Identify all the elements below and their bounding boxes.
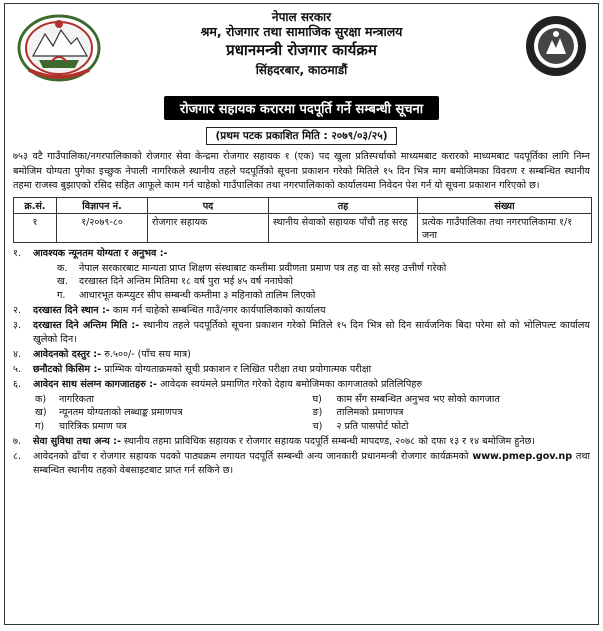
header-government: नेपाल सरकार <box>271 10 332 24</box>
list-item: ८. आवेदनको ढाँचा र रोजगार सहायक पदको पाठ्यक्रम लगायत पदपूर्ति सम्बन्धी अन्य जानकारी प्रधानमन्त्री रोजगार कार्यक्रमको www.pmep.gov.np तथा सम्बन्धित स्थानीय तहको वेबसाइटबाट प्राप्त गर्न सकिने छ। <box>13 451 590 476</box>
published-date: (प्रथम पटक प्रकाशित मिति : २०७९/०३/२५) <box>206 127 396 145</box>
cell-post: रोजगार सहायक <box>148 213 269 242</box>
list-subitem: ख. दरखास्त दिने अन्तिम मितिमा १८ वर्ष पुरा भई ४५ वर्ष ननाघेको <box>57 276 294 288</box>
list-item: ७. सेवा सुविधा तथा अन्य :- स्थानीय तहमा प्राविधिक सहायक र रोजगार सहायक पदपूर्ति सम्बन्धी मापदण्ड, २०७८ को दफा १३ र १४ बमोजिम हुनेछ। <box>13 436 536 448</box>
vacancy-table <box>13 197 592 243</box>
list-item: ३. दरखास्त दिने अन्तिम मिति :- स्थानीय तहले पदपूर्तिको सूचना प्रकाशन गरेको मितिले १५ दिन भित्र सो दिन सार्वजनिक बिदा परेमा सो को भोलिपल्ट कार्यालय खुलेको दिन। <box>13 320 590 345</box>
list-item: ४. आवेदनको दस्तुर :- रु.५००/- (पाँच सय मात्र) <box>13 348 191 360</box>
col-level: तह <box>269 197 418 213</box>
item-title: आवेदनको दस्तुर :- <box>33 348 102 360</box>
website-link[interactable]: www.pmep.gov.np <box>472 451 573 463</box>
notice-page <box>4 3 599 625</box>
notice-banner: रोजगार सहायक करारमा पदपूर्ति गर्ने सम्बन्धी सूचना <box>164 96 439 120</box>
list-item: २. दरखास्त दिने स्थान :- काम गर्न चाहेको सम्बन्धित गाउँ/नगर कार्यपालिकाको कार्यालय <box>13 305 326 317</box>
list-item: ५. छनौटको किसिम :- प्राम्भिक योग्यताक्रमको सूची प्रकाशन र लिखित परीक्षा तथा प्रयोगात्मक परीक्षा <box>13 363 372 375</box>
header-address: सिंहदरबार, काठमाडौं <box>255 63 348 77</box>
program-logo-icon <box>524 14 588 78</box>
item-title: आवश्यक न्यूनतम योग्यता र अनुभव :- <box>33 247 168 259</box>
cell-level: स्थानीय सेवाको सहायक पाँचौ तह सरह <box>269 213 418 242</box>
header-ministry: श्रम, रोजगार तथा सामाजिक सुरक्षा मन्त्रालय <box>200 24 403 39</box>
documents-row: क) नागरिकता घ) काम सँग सम्बन्धित अनुभव भए सोको कागजात <box>35 393 500 405</box>
col-ad-number: विज्ञापन नं. <box>57 197 148 213</box>
item-number: १. <box>13 247 22 259</box>
header-program: प्रधानमन्त्री रोजगार कार्यक्रम <box>226 41 377 59</box>
list-subitem: ग. आधारभूत कम्प्युटर सीप सम्बन्धी कम्तीमा ३ महिनाको तालिम लिएको <box>57 289 316 301</box>
list-item <box>13 247 590 261</box>
col-post: पद <box>148 197 269 213</box>
list-subitem: क. नेपाल सरकारबाट मान्यता प्राप्त शिक्षण संस्थाबाट कम्तीमा प्रवीणता प्रमाण पत्र तह वा सो सरह उत्तीर्ण गरेको <box>57 262 447 274</box>
documents-row: ख) न्यूनतम योग्यताको लब्धाङ्क प्रमाणपत्र ङ) तालिमको प्रमाणपत्र <box>35 407 404 419</box>
intro-paragraph: ७५३ वटै गाउँपालिका/नगरपालिकाको रोजगार सेवा केन्द्रमा रोजगार सहायक १ (एक) पद खुला प्रतिस्पर्धाको माध्यमबाट करारको माध्यमबाट पदपूर्तिका लागि निम्न बमोजिम योग्यता पुगेका इच्छुक नेपाली नागरिकले स्थानीय तहले पदपूर्तिको सूचना प्रकाशन गरेको मितिले १५ दिन भित्र माग बमोजिमका विवरण र सम्बन्धित स्थानीय तहमा राजस्व बुझाएको रसिद सहित आफूले काम गर्न चाहेको गाउँपालिका तथा नगरपालिकाको कार्यालयमा निवेदन पेश गर्न यो सूचना प्रकाशन गरिएको छ। <box>13 151 590 192</box>
table-header-row <box>14 197 592 213</box>
item-title: दरखास्त दिने अन्तिम मिति :- <box>33 320 140 332</box>
item-title: दरखास्त दिने स्थान :- <box>33 305 110 317</box>
item-title: छनौटको किसिम :- <box>33 363 102 375</box>
item-title: आवेदन साथ संलग्न कागजातहरु :- <box>33 378 158 390</box>
cell-ad-number: १/२०७९-८० <box>57 213 148 242</box>
table-row <box>14 213 592 242</box>
requirements-list <box>13 247 590 478</box>
header <box>5 4 598 94</box>
cell-count: प्रत्येक गाउँपालिका तथा नगरपालिकामा १/१ जना <box>418 213 592 242</box>
item-title: सेवा सुविधा तथा अन्य :- <box>33 436 121 448</box>
col-count: संख्या <box>418 197 592 213</box>
cell-serial: १ <box>14 213 57 242</box>
col-serial: क्र.सं. <box>14 197 57 213</box>
documents-row: ग) चारित्रिक प्रमाण पत्र च) २ प्रति पासपोर्ट फोटो <box>35 420 409 432</box>
list-item: ६. आवेदन साथ संलग्न कागजातहरु :- आवेदक स्वयंमले प्रमाणित गरेको देहाय बमोजिमका कागजातको प्रतिलिपिहरु <box>13 378 423 390</box>
